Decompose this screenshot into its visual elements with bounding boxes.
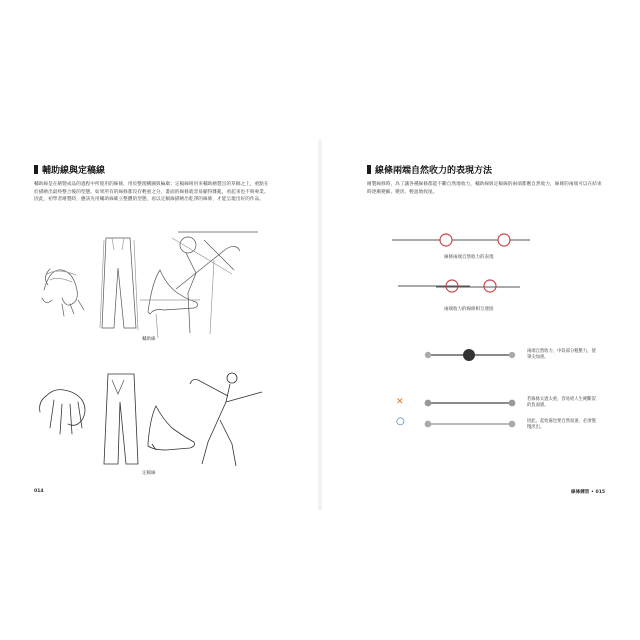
right-folio: 線條練習 • 015 (571, 490, 606, 495)
sketch-final-figure (190, 373, 262, 466)
diagram-connect-line (398, 280, 520, 292)
left-folio: 014 (34, 489, 44, 494)
book-spine (318, 140, 322, 510)
sketch-final-pants (104, 374, 138, 464)
dot-heavy (463, 349, 475, 361)
diagram-fade-line (392, 234, 530, 246)
caption-guide-lines: 輔助線 (142, 337, 156, 342)
caption-fade: 線條兩端自然收力的表現 (444, 255, 494, 260)
right-paragraph: 繪製線條時，為了讓各種線條都能不斷自然地收力，輔助線與定稿線的兩端都應自然收力，線條的兩端可以在結束時逐漸變細、變淡、輕盈地收尾。 (367, 182, 602, 195)
sketch-rough-pants (100, 238, 138, 330)
left-paragraph: 輔助線是在繪製成品的過程中所使用的線條，用於整理構圖與輪廓；定稿線則用來輔助繪製出的草稿之上，重點在於描繪出最終整合後的型態。如果所有的線條都沒有輕重之分，畫面的線條就容易顯得雜亂，看起來也不夠專業。因此，初學者繪製時，應該先用輔助線確立整體的型態，再以定稿線描繪出乾淨的線條，才能呈現出好的作品。 (34, 182, 269, 203)
caption-final-lines: 定稿線 (142, 471, 156, 476)
left-heading-text: 輔助線與定稿線 (42, 166, 106, 176)
red-circle (484, 280, 496, 292)
sketch-final-hand (40, 390, 85, 434)
sketch-rough-shoe (140, 270, 200, 338)
right-mark-icon: ○ (396, 416, 405, 427)
caption-connect: 兩端收力的線條相互連接 (444, 307, 494, 312)
dot-light (509, 352, 515, 358)
red-circle (440, 234, 452, 246)
wrong-mark-icon: ✕ (396, 397, 404, 407)
diagram-pressure (425, 349, 515, 361)
dot-light (425, 352, 431, 358)
diagram-wrong (425, 400, 516, 407)
diagram-right (425, 421, 516, 428)
sketch-final-shoe (148, 406, 195, 450)
note-right: 因此，起始處也要自然加速，必須慢慢淡出。 (527, 419, 596, 431)
sketch-rough-hand (42, 269, 84, 316)
red-circle (498, 234, 510, 246)
sketch-rough-figure (172, 232, 258, 334)
note-wrong: 若線條太過太重，容易給人生硬斷裂的負面感。 (527, 397, 596, 409)
right-heading-text: 線條兩端自然收力的表現方法 (375, 166, 493, 176)
note-pressure: 兩端自然收力，中段部分粗壓力，使筆尖加重。 (527, 349, 596, 361)
